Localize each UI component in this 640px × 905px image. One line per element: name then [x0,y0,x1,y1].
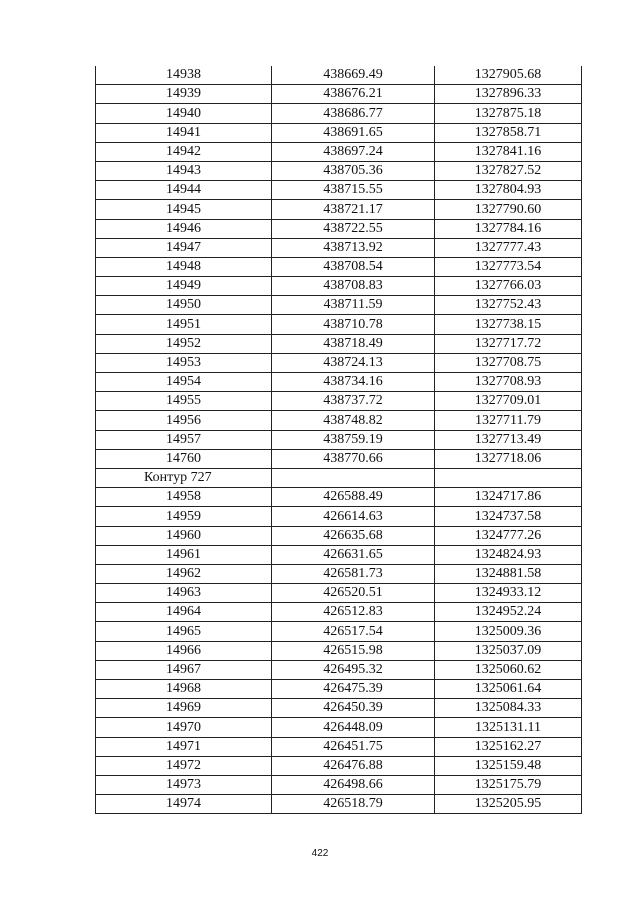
point-number-cell: 14943 [96,161,272,180]
y-coordinate-cell: 1327790.60 [435,200,582,219]
point-number-cell: 14969 [96,699,272,718]
y-coordinate-cell: 1325084.33 [435,699,582,718]
table-row [96,277,582,296]
y-coordinate-cell: 1324717.86 [435,488,582,507]
y-coordinate-cell: 1327709.01 [435,392,582,411]
point-number-cell: 14949 [96,277,272,296]
y-coordinate-cell: 1327804.93 [435,181,582,200]
x-coordinate-cell: 438748.82 [272,411,435,430]
x-coordinate-cell: 426581.73 [272,564,435,583]
y-coordinate-cell: 1327784.16 [435,219,582,238]
x-coordinate-cell: 438686.77 [272,104,435,123]
y-coordinate-cell: 1327711.79 [435,411,582,430]
table-row [96,699,582,718]
y-coordinate-cell: 1324777.26 [435,526,582,545]
x-coordinate-cell: 438770.66 [272,449,435,468]
x-coordinate-cell: 426614.63 [272,507,435,526]
table-row [96,142,582,161]
point-number-cell: 14948 [96,257,272,276]
table-row [96,296,582,315]
table-row [96,104,582,123]
x-coordinate-cell: 426518.79 [272,795,435,814]
x-coordinate-cell: 426495.32 [272,660,435,679]
x-coordinate-cell: 426448.09 [272,718,435,737]
table-row [96,430,582,449]
y-coordinate-cell: 1324881.58 [435,564,582,583]
point-number-cell: 14944 [96,181,272,200]
point-number-cell: 14938 [96,66,272,85]
y-coordinate-cell: 1325175.79 [435,775,582,794]
y-coordinate-cell: 1327858.71 [435,123,582,142]
point-number-cell: 14954 [96,373,272,392]
y-coordinate-cell: 1327905.68 [435,66,582,85]
point-number-cell: 14939 [96,85,272,104]
table-row [96,526,582,545]
point-number-cell: 14945 [96,200,272,219]
y-coordinate-cell: 1327827.52 [435,161,582,180]
y-coordinate-cell: 1325061.64 [435,680,582,699]
point-number-cell: 14951 [96,315,272,334]
x-coordinate-cell: 438676.21 [272,85,435,104]
y-coordinate-cell: 1327713.49 [435,430,582,449]
y-coordinate-cell: 1327717.72 [435,334,582,353]
point-number-cell: 14970 [96,718,272,737]
table-row [96,373,582,392]
table-row [96,449,582,468]
y-coordinate-cell: 1327766.03 [435,277,582,296]
x-coordinate-cell: 438708.83 [272,277,435,296]
x-coordinate-cell: 426498.66 [272,775,435,794]
y-coordinate-cell: 1327718.06 [435,449,582,468]
point-number-cell: 14972 [96,756,272,775]
x-coordinate-cell: 426515.98 [272,641,435,660]
x-coordinate-cell: 438711.59 [272,296,435,315]
y-coordinate-cell: 1327708.93 [435,373,582,392]
point-number-cell: 14971 [96,737,272,756]
contour-header-row [96,468,582,487]
x-coordinate-cell: 438718.49 [272,334,435,353]
x-coordinate-cell: 426451.75 [272,737,435,756]
y-coordinate-cell: 1327875.18 [435,104,582,123]
table-row [96,181,582,200]
y-coordinate-cell: 1324952.24 [435,603,582,622]
y-coordinate-cell: 1325060.62 [435,660,582,679]
point-number-cell: 14950 [96,296,272,315]
point-number-cell: 14956 [96,411,272,430]
point-number-cell: 14958 [96,488,272,507]
y-coordinate-cell: 1325037.09 [435,641,582,660]
table-row [96,564,582,583]
table-row [96,756,582,775]
coordinates-table-body [96,66,582,814]
point-number-cell: 14961 [96,545,272,564]
y-coordinate-cell: 1327773.54 [435,257,582,276]
table-row [96,161,582,180]
y-coordinate-cell: 1325162.27 [435,737,582,756]
table-row [96,795,582,814]
x-coordinate-cell: 438737.72 [272,392,435,411]
x-coordinate-cell: 426512.83 [272,603,435,622]
y-coordinate-cell: 1325159.48 [435,756,582,775]
y-coordinate-cell: 1324737.58 [435,507,582,526]
point-number-cell: 14965 [96,622,272,641]
point-number-cell: 14974 [96,795,272,814]
point-number-cell: 14946 [96,219,272,238]
table-row [96,584,582,603]
point-number-cell: 14966 [96,641,272,660]
table-row [96,737,582,756]
x-coordinate-cell: 438724.13 [272,353,435,372]
point-number-cell: 14947 [96,238,272,257]
table-row [96,315,582,334]
point-number-cell: 14941 [96,123,272,142]
table-row [96,123,582,142]
table-row [96,66,582,85]
point-number-cell: 14963 [96,584,272,603]
table-row [96,603,582,622]
x-coordinate-cell: 426450.39 [272,699,435,718]
y-coordinate-cell: 1325009.36 [435,622,582,641]
y-coordinate-cell: 1325131.11 [435,718,582,737]
x-coordinate-cell: 426520.51 [272,584,435,603]
x-coordinate-cell: 438715.55 [272,181,435,200]
table-row [96,680,582,699]
x-coordinate-cell: 438734.16 [272,373,435,392]
x-coordinate-cell: 438713.92 [272,238,435,257]
point-number-cell: 14962 [96,564,272,583]
x-coordinate-cell [272,468,435,487]
y-coordinate-cell: 1324824.93 [435,545,582,564]
table-row [96,334,582,353]
point-number-cell: 14955 [96,392,272,411]
table-row [96,411,582,430]
x-coordinate-cell: 438721.17 [272,200,435,219]
table-row [96,507,582,526]
page-number: 422 [311,848,329,859]
x-coordinate-cell: 426631.65 [272,545,435,564]
table-row [96,660,582,679]
point-number-cell: 14957 [96,430,272,449]
table-row [96,641,582,660]
x-coordinate-cell: 438697.24 [272,142,435,161]
y-coordinate-cell: 1327841.16 [435,142,582,161]
x-coordinate-cell: 438708.54 [272,257,435,276]
table-row [96,488,582,507]
table-row [96,219,582,238]
table-row [96,718,582,737]
point-number-cell: 14952 [96,334,272,353]
y-coordinate-cell [435,468,582,487]
point-number-cell: 14973 [96,775,272,794]
x-coordinate-cell: 438759.19 [272,430,435,449]
table-row [96,353,582,372]
x-coordinate-cell: 438710.78 [272,315,435,334]
x-coordinate-cell: 426635.68 [272,526,435,545]
point-number-cell: 14760 [96,449,272,468]
x-coordinate-cell: 426588.49 [272,488,435,507]
point-number-cell: 14953 [96,353,272,372]
table-row [96,392,582,411]
point-number-cell: 14940 [96,104,272,123]
y-coordinate-cell: 1327896.33 [435,85,582,104]
y-coordinate-cell: 1327752.43 [435,296,582,315]
table-row [96,775,582,794]
x-coordinate-cell: 426475.39 [272,680,435,699]
table-row [96,257,582,276]
y-coordinate-cell: 1327777.43 [435,238,582,257]
x-coordinate-cell: 426517.54 [272,622,435,641]
contour-label: Контур 727 [96,468,272,487]
table-row [96,622,582,641]
coordinates-table [95,66,582,814]
y-coordinate-cell: 1325205.95 [435,795,582,814]
table-row [96,200,582,219]
point-number-cell: 14968 [96,680,272,699]
point-number-cell: 14960 [96,526,272,545]
y-coordinate-cell: 1327738.15 [435,315,582,334]
x-coordinate-cell: 438722.55 [272,219,435,238]
x-coordinate-cell: 426476.88 [272,756,435,775]
point-number-cell: 14942 [96,142,272,161]
point-number-cell: 14964 [96,603,272,622]
x-coordinate-cell: 438669.49 [272,66,435,85]
x-coordinate-cell: 438705.36 [272,161,435,180]
point-number-cell: 14967 [96,660,272,679]
table-row [96,85,582,104]
x-coordinate-cell: 438691.65 [272,123,435,142]
point-number-cell: 14959 [96,507,272,526]
table-row [96,238,582,257]
table-row [96,545,582,564]
y-coordinate-cell: 1327708.75 [435,353,582,372]
y-coordinate-cell: 1324933.12 [435,584,582,603]
